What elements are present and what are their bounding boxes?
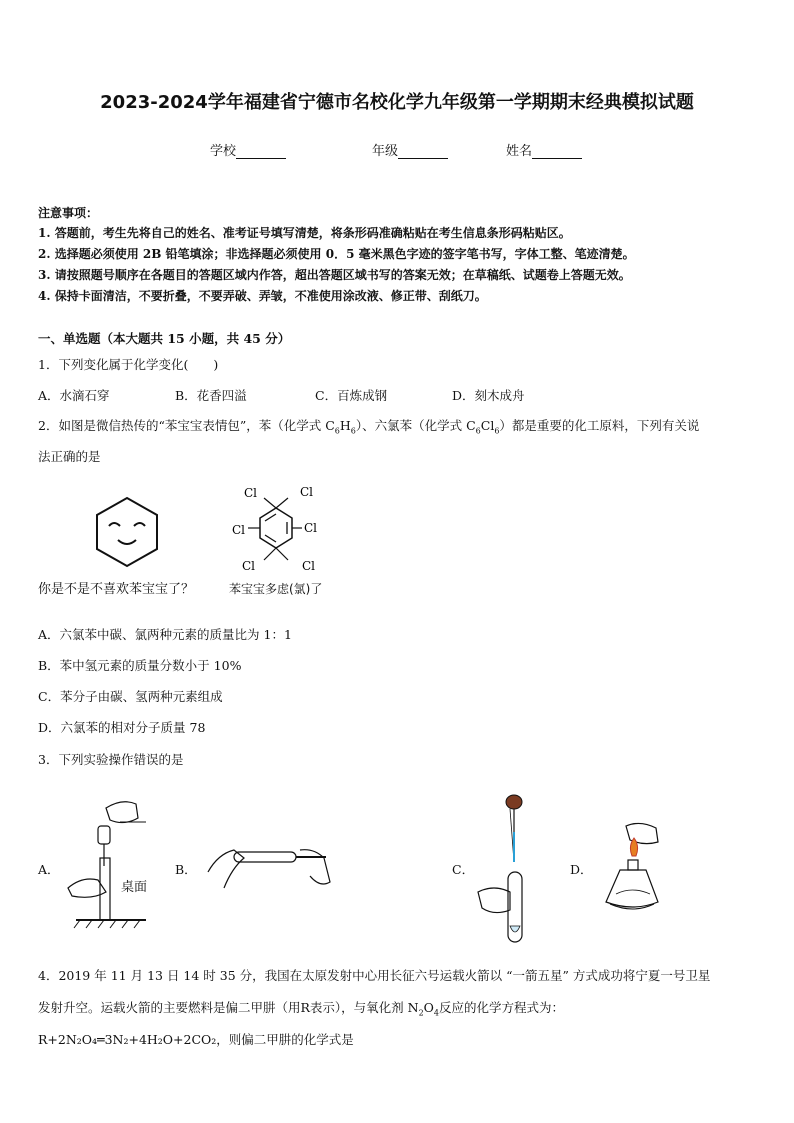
note-item: 2. 选择题必须使用 2B 铅笔填涂；非选择题必须使用 0．5 毫米黑色字迹的签字笔书写，字体工整、笔迹清楚。 bbox=[38, 247, 635, 261]
q2-option-c: C．苯分子由碳、氢两种元素组成 bbox=[38, 689, 223, 704]
q2-caption-left: 你是不是不喜欢苯宝宝了？ bbox=[38, 582, 195, 597]
q2-option-d: D．六氯苯的相对分子质量 78 bbox=[38, 720, 206, 735]
q3-label-b: B． bbox=[175, 862, 197, 877]
grade-field bbox=[372, 140, 448, 159]
q3-test-tube-hands-illustration bbox=[204, 832, 336, 898]
grade-label: 年级 bbox=[372, 144, 399, 159]
q1-option-d: D．刻木成舟 bbox=[452, 388, 525, 403]
note-item: 1. 答题前，考生先将自己的姓名、准考证号填写清楚，将条形码准确粘贴在考生信息条形码粘贴区。 bbox=[38, 226, 571, 240]
note-item: 4. 保持卡面清洁，不要折叠，不要弄破、弄皱，不准使用涂改液、修正带、刮纸刀。 bbox=[38, 289, 487, 303]
cl-label: Cl bbox=[232, 523, 246, 537]
cl-label: Cl bbox=[304, 521, 318, 535]
q4-line1: 4．2019 年 11 月 13 日 14 时 35 分，我国在太原发射中心用长征六号运载火箭以 “一箭五星” 方式成功将宁夏一号卫星 bbox=[38, 968, 711, 983]
q3-label-c: C． bbox=[452, 862, 475, 877]
school-label: 学校 bbox=[210, 144, 237, 159]
q2-option-b: B．苯中氢元素的质量分数小于 10% bbox=[38, 658, 242, 673]
q3-dropper-illustration bbox=[62, 796, 172, 930]
exam-title: 2023-2024学年福建省宁德市名校化学九年级第一学期期末经典模拟试题 bbox=[100, 92, 694, 113]
q4-equation: R+2N₂O₄═3N₂+4H₂O+2CO₂，则偏二甲肼的化学式是 bbox=[38, 1032, 354, 1047]
q1-stem: 1．下列变化属于化学变化( ) bbox=[38, 357, 219, 372]
q1-option-a: A．水滴石穿 bbox=[38, 388, 110, 403]
q2-stem-line1: 2．如图是微信热传的“苯宝宝表情包”，苯（化学式 $C_6H_6$）、六氯苯（化学式 $C_6Cl_6$）都是重要的化工原料，下列有关说 bbox=[38, 418, 700, 436]
q3-dropper-tube-illustration bbox=[474, 792, 540, 946]
section-title: 一、单选题（本大题共 15 小题，共 45 分） bbox=[38, 331, 291, 346]
q1-option-b: B．花香四溢 bbox=[175, 388, 247, 403]
school-blank bbox=[236, 144, 286, 159]
name-label: 姓名 bbox=[506, 144, 533, 159]
grade-blank bbox=[398, 144, 448, 159]
cl-label: Cl bbox=[242, 559, 256, 573]
q3-label-d: D． bbox=[570, 862, 593, 877]
q3-stem: 3．下列实验操作错误的是 bbox=[38, 752, 184, 767]
name-field bbox=[506, 140, 582, 159]
cl-label: Cl bbox=[244, 486, 258, 500]
q2-caption-right: 苯宝宝多虑(氯)了 bbox=[229, 582, 323, 596]
cl-label: Cl bbox=[302, 559, 316, 573]
q3-label-a: A． bbox=[38, 862, 60, 877]
q2-option-a: A．六氯苯中碳、氯两种元素的质量比为 1：1 bbox=[38, 627, 292, 642]
q3-alcohol-lamp-illustration bbox=[596, 820, 666, 924]
q1-option-c: C．百炼成钢 bbox=[315, 388, 388, 403]
school-field bbox=[210, 140, 286, 159]
q4-line2: 发射升空。运载火箭的主要燃料是偏二甲肼（用R表示），与氧化剂 $N_2O_4$反应的化学方程式为： bbox=[38, 1000, 565, 1018]
q2-stem-line2: 法正确的是 bbox=[38, 449, 101, 464]
name-blank bbox=[532, 144, 582, 159]
benzene-face-diagram bbox=[94, 496, 160, 568]
notes-heading: 注意事项： bbox=[38, 206, 99, 220]
cl-label: Cl bbox=[300, 485, 314, 499]
note-item: 3. 请按照题号顺序在各题目的答题区域内作答，超出答题区域书写的答案无效；在草稿纸、试题卷上答题无效。 bbox=[38, 268, 631, 282]
q3-desk-label: 桌面 bbox=[121, 880, 148, 895]
hexachlorobenzene-diagram bbox=[226, 482, 326, 576]
